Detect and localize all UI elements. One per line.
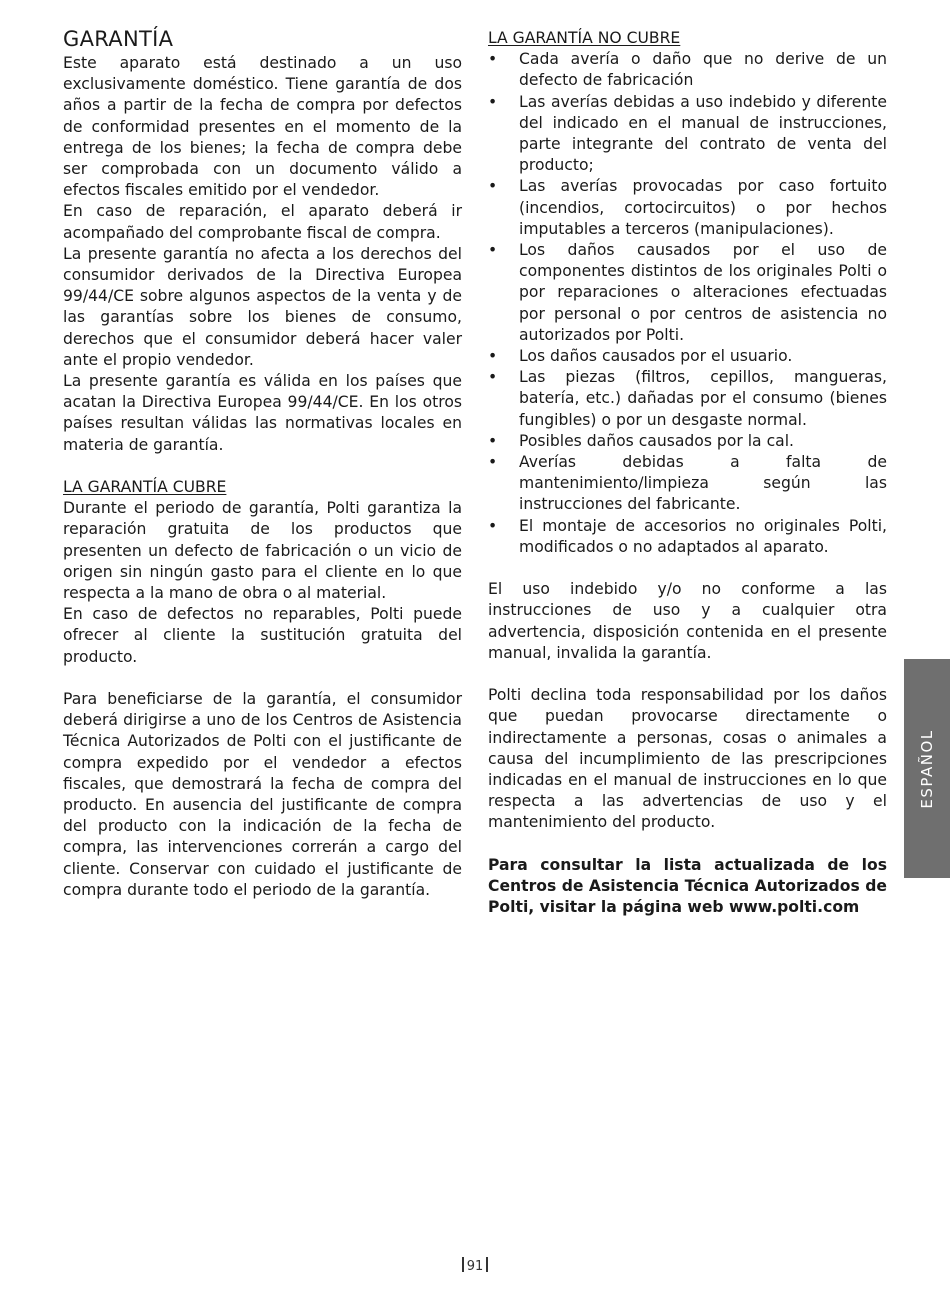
list-item-text: Los daños causados por el usuario. [519, 347, 793, 366]
spacer [488, 664, 887, 685]
list-item [488, 431, 887, 452]
bullet-icon: • [488, 453, 498, 472]
liability-paragraph: Polti declina toda responsabilidad por los daños que puedan provocarse directamente o indirectamente a personas, cosas o animales a causa del incumplimiento de las prescripciones indicadas en el manual de instrucciones en lo que respecta a las advertencias de uso y el mantenimiento del producto. [488, 686, 887, 832]
page-number-value: 91 [466, 1259, 484, 1274]
covers-paragraph-1: Durante el periodo de garantía, Polti garantiza la reparación gratuita de los productos que presenten un defecto de fabricación o un vicio de origen sin ningún gasto para el cliente en lo que respecta a la mano de obra o al material. [63, 499, 462, 603]
service-centers-note: Para consultar la lista actualizada de los Centros de Asistencia Técnica Autorizados de Polti, visitar la página web www.polti.com [488, 855, 887, 917]
page-title: GARANTÍA [63, 27, 174, 51]
intro-paragraph-1: Este aparato está destinado a un uso exclusivamente doméstico. Tiene garantía de dos años a partir de la fecha de compra por defectos de conformidad presentes en el momento de la entrega de los bienes; la fecha de compra debe ser comprobada con un documento válido a efectos fiscales emitido por el vendedor. [63, 54, 462, 200]
list-item-text: Cada avería o daño que no derive de un defecto de fabricación [519, 50, 887, 90]
list-item [488, 176, 887, 240]
list-item [488, 367, 887, 431]
spacer [63, 456, 462, 477]
intro-paragraph-2: En caso de reparación, el aparato deberá ir acompañado del comprobante fiscal de compra. [63, 202, 462, 242]
list-item-text: Posibles daños causados por la cal. [519, 431, 794, 450]
spacer [63, 668, 462, 689]
list-item [488, 240, 887, 346]
bullet-icon: • [488, 241, 498, 260]
list-item [488, 452, 887, 516]
left-column [63, 26, 462, 901]
list-item-text: Averías debidas a falta de mantenimiento/limpieza según las instrucciones del fabricante. [519, 453, 887, 514]
covers-heading: LA GARANTÍA CUBRE [63, 478, 227, 497]
bullet-icon: • [488, 347, 498, 366]
intro-paragraph-4: La presente garantía es válida en los países que acatan la Directiva Europea 99/44/CE. En los otros países resultan válidas las normativas locales en materia de garantía. [63, 372, 462, 454]
list-item [488, 92, 887, 177]
list-item-text: Los daños causados por el uso de componentes distintos de los originales Polti o por reparaciones o alteraciones efectuadas por personal o por centros de asistencia no autorizados por Polti. [519, 241, 887, 344]
bullet-icon: • [488, 50, 498, 69]
list-item [488, 49, 887, 91]
spacer [488, 834, 887, 855]
list-item-text: Las piezas (filtros, cepillos, mangueras, batería, etc.) dañadas por el consumo (bienes fungibles) o por un desgaste normal. [519, 368, 887, 429]
not-covered-heading: LA GARANTÍA NO CUBRE [488, 29, 681, 47]
list-item-text: Las averías debidas a uso indebido y diferente del indicado en el manual de instrucciones, parte integrante del contrato de venta del producto; [519, 92, 887, 175]
list-item-text: Las averías provocadas por caso fortuito (incendios, cortocircuitos) o por hechos imputables a terceros (manipulaciones). [519, 177, 887, 238]
bullet-icon: • [488, 431, 498, 450]
right-column [488, 26, 887, 918]
divider [462, 1257, 464, 1272]
not-covered-list [488, 49, 887, 558]
bullet-icon: • [488, 516, 498, 535]
covers-paragraph-2: En caso de defectos no reparables, Polti puede ofrecer al cliente la sustitución gratuita del producto. [63, 605, 462, 666]
language-tab-label: ESPAÑOL [918, 728, 936, 809]
bullet-icon: • [488, 177, 498, 196]
list-item [488, 516, 887, 558]
list-item [488, 346, 887, 367]
divider [486, 1257, 488, 1272]
intro-paragraph-3: La presente garantía no afecta a los derechos del consumidor derivados de la Directiva Europea 99/44/CE sobre algunos aspectos de la venta y de las garantías sobre los bienes de consumo, derechos que el consumidor deberá hacer valer ante el propio vendedor. [63, 244, 462, 369]
bullet-icon: • [488, 92, 498, 111]
language-tab [904, 659, 950, 878]
list-item-text: El montaje de accesorios no originales Polti, modificados o no adaptados al aparato. [519, 516, 887, 556]
misuse-paragraph: El uso indebido y/o no conforme a las instrucciones de uso y a cualquier otra advertencia, disposición contenida en el presente manual, invalida la garantía. [488, 580, 887, 662]
bullet-icon: • [488, 368, 498, 387]
page-number [0, 1257, 950, 1274]
spacer [488, 558, 887, 579]
benefit-paragraph: Para beneficiarse de la garantía, el consumidor deberá dirigirse a uno de los Centros de Asistencia Técnica Autorizados de Polti con el justificante de compra expedido por el vendedor a efectos fiscales, que demostrará la fecha de compra del producto. En ausencia del justificante de compra del producto con la indicación de la fecha de compra, las intervenciones correrán a cargo del cliente. Conservar con cuidado el justificante de compra durante todo el periodo de la garantía. [63, 690, 462, 899]
